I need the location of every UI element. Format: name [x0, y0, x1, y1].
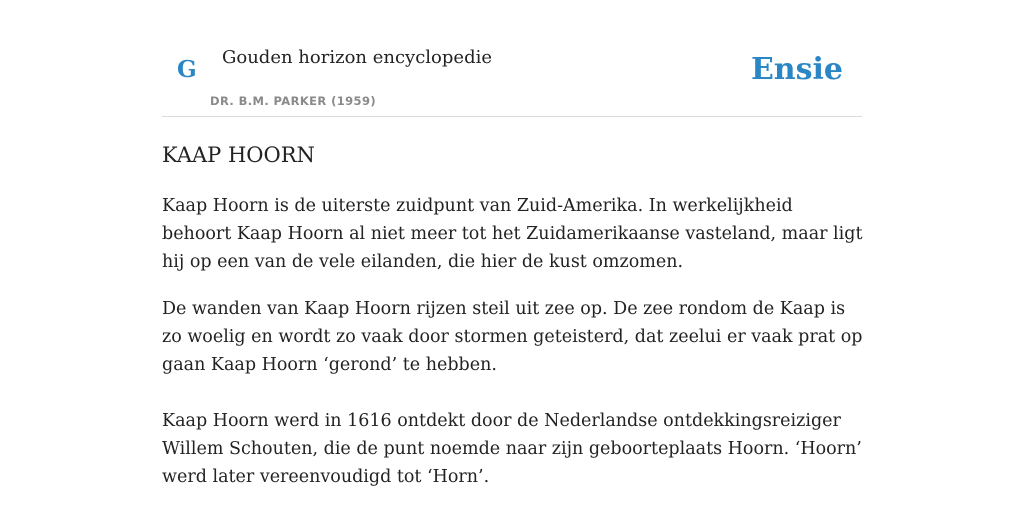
- article-paragraph: Kaap Hoorn werd in 1616 ontdekt door de Nederlandse ontdekkingsreiziger Willem Schouten, die de punt noemde naar zijn geboorteplaats Hoorn. ‘Hoorn’ werd later vereenvoudigd tot ‘Horn’.: [162, 411, 862, 487]
- book-author: DR. B.M. PARKER (1959): [210, 94, 377, 108]
- article-paragraph: Kaap Hoorn is de uiterste zuidpunt van Zuid-Amerika. In werkelijkheid behoort Kaap Hoorn al niet meer tot het Zuidamerikaanse vasteland, maar ligt hij op een van de vele eilanden, die hier de kust omzomen.: [162, 196, 863, 272]
- book-logo[interactable]: G: [177, 56, 197, 83]
- ensie-logo-link[interactable]: Ensie: [750, 52, 843, 87]
- article: [162, 138, 867, 491]
- book-title-link[interactable]: Gouden horizon encyclopedie: [222, 47, 492, 68]
- article-paragraph: De wanden van Kaap Hoorn rijzen steil uit zee op. De zee rondom de Kaap is zo woelig en wordt zo vaak door stormen geteisterd, dat zeelui er vaak prat op gaan Kaap Hoorn ‘gerond’ te hebben.: [162, 299, 863, 375]
- book-header: [162, 0, 862, 117]
- article-title: KAAP HOORN: [162, 143, 315, 167]
